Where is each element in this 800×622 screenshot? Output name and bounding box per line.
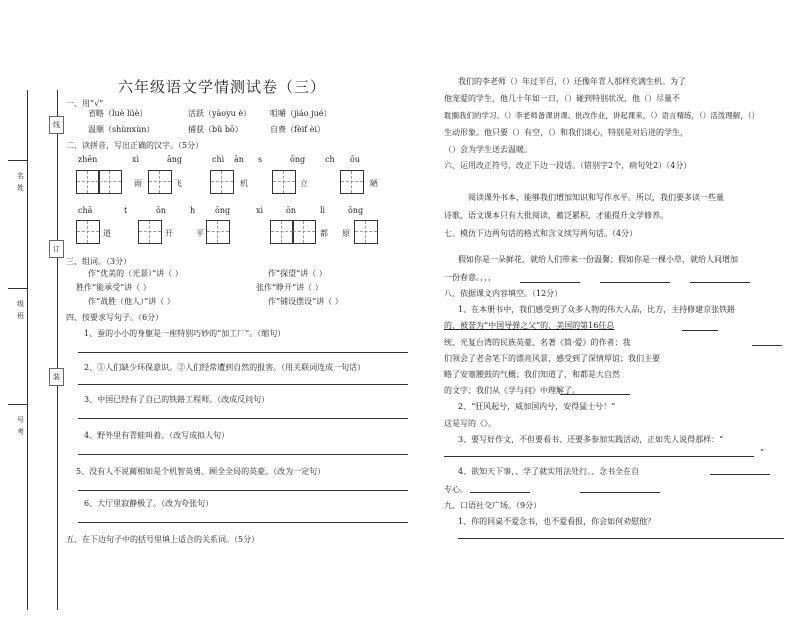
q8-text: ”: [760, 448, 765, 457]
answer-line[interactable]: [458, 538, 784, 539]
q8-text: 专心。: [444, 485, 468, 494]
q1-item: 温顺（shùnxùn）: [88, 125, 155, 134]
answer-line[interactable]: [690, 282, 750, 283]
margin-label-class: 级班: [17, 296, 26, 324]
char-box[interactable]: [76, 220, 100, 244]
margin-tick: [8, 404, 27, 405]
q9-heading: 九、口语社交广场。（9分）: [444, 501, 542, 510]
right-p1-line: 我们的李老师（）年过半百，（）还像年青人那样充满生机。为了: [458, 77, 686, 86]
pinyin: ōng: [215, 206, 231, 215]
q8-text: 统、光复台湾的民族英豪、名著《简·爱》的作者：我: [444, 338, 631, 347]
q7-text: 假如你是一朵鲜花，就给人们带来一份温馨；假如你是一棵小草，就给人间增加: [458, 255, 738, 264]
q7-text: 一份春意。，，，: [444, 273, 496, 282]
q3-line: 张作“睁开”讲（ ）: [256, 283, 323, 292]
margin-tick: [8, 160, 27, 161]
pinyin: xì: [132, 155, 140, 164]
pinyin: ōng: [348, 206, 364, 215]
q5-heading: 五、在下边句子中的括号里填上适合的关系词。（5分）: [66, 535, 260, 544]
q8-text: 2、“狂风起兮，威加国内兮，安得猛士兮！”: [458, 402, 616, 411]
char-box[interactable]: [138, 220, 162, 244]
answer-line[interactable]: [78, 418, 408, 419]
given-char: 都: [320, 229, 328, 238]
char-box[interactable]: [98, 170, 122, 194]
answer-line[interactable]: [560, 394, 630, 395]
given-char: 道: [103, 229, 111, 238]
given-char: 陋: [370, 179, 378, 188]
answer-line[interactable]: [444, 456, 754, 457]
q1-item: 捕获（bǔ bō）: [188, 125, 243, 134]
pinyin: ōu: [350, 155, 360, 164]
q4-item: 2、①人们缺少环保意识。②人们经常遭到自然的报害。（用关联词连成一句话）: [84, 363, 366, 372]
q4-item: 6、大厅里寂静极了。（改为夸张句）: [84, 499, 214, 508]
q4-heading: 四、按要求写句子。（6分）: [66, 313, 164, 322]
pinyin: s: [258, 155, 263, 164]
char-box[interactable]: [206, 220, 230, 244]
q1-item: 自费（fèif èi）: [270, 125, 326, 134]
given-char: 立: [300, 179, 308, 188]
given-char: 飞: [174, 179, 182, 188]
q3-line: 作“探望”讲（ ）: [268, 269, 327, 278]
pinyin: ōn: [156, 206, 166, 215]
page-title: 六年级语文学情测试卷（三）: [118, 78, 327, 96]
q4-item: 3、中国已经有了自己的铁路工程师。（改成反问句）: [84, 395, 270, 404]
answer-line[interactable]: [470, 492, 530, 493]
q8-text: 4、欲知天下事，、学了就实用法处行。、念书全在自: [458, 467, 640, 476]
q8-text: 这是写的《》。: [444, 419, 496, 428]
answer-line[interactable]: [78, 522, 408, 523]
q8-text: 们领会了老舍笔下的漂亮风景，感受到了深情厚谊；我们主要: [444, 354, 660, 363]
q8-text: 3、要写好作文，不但要看书、还要多参加实践活动，正如先人说得那样：“: [458, 435, 724, 444]
char-box[interactable]: [340, 170, 364, 194]
pinyin: zhēn: [78, 155, 98, 164]
pinyin: h: [190, 206, 196, 215]
q3-heading: 三、组词。（3分）: [66, 257, 132, 266]
q7-heading: 七、模仿下边两句话的格式和含义续写两句话。（4分）: [444, 229, 638, 238]
q6-text: 诗歌、语文课本只有大批阅读，蓄泛累积，才能提升文学修养。: [444, 211, 668, 220]
answer-line[interactable]: [580, 492, 660, 493]
pinyin: chā: [78, 206, 93, 215]
q8-text: 1、在本册书中，我们感受到了众多人物的伟大人品，比方，主持修建京张铁路: [458, 305, 736, 314]
answer-line[interactable]: [752, 345, 782, 346]
q2-heading: 二、读拼音，写出正确的汉字。（5分）: [66, 141, 204, 150]
margin-label-zhuang: 装: [49, 368, 64, 386]
binding-line-inner: [57, 90, 58, 610]
q4-item: 5、没有人不说蔺相如是个机智英勇、顾全全局的英豪。（改为一定句）: [76, 467, 326, 476]
q3-line: 作“铺设摆设”讲（ ）: [268, 297, 343, 306]
q4-item: 1、蚕的小小的身躯是一座特别巧妙的“加工厂”。（缩句）: [84, 329, 286, 338]
margin-label-xian: 线: [49, 116, 64, 134]
margin-label-exam-no: 号考: [17, 412, 26, 440]
given-char: 平: [196, 229, 204, 238]
pinyin: ch: [325, 155, 335, 164]
right-p1-line: 生动形象。他只要（）有空，（）和我们谈心，特别是对后进的学生，: [444, 128, 688, 137]
margin-label-ding: 订: [49, 240, 64, 258]
char-box[interactable]: [292, 220, 316, 244]
char-box[interactable]: [272, 170, 296, 194]
right-p1-line: （）会为学生送去温暖。: [444, 145, 532, 154]
binding-line-outer: [27, 90, 28, 610]
given-char: 开: [165, 229, 173, 238]
pinyin: xì: [256, 206, 264, 215]
q8-text: 的，被誉为“中国导弹之父”的、美国的第16任总: [444, 321, 615, 330]
answer-line[interactable]: [710, 474, 770, 475]
right-p1-line: 耽搁我们的学习。（）李老师备课讲课、批改作业，讲起课来，（）语言精练，（）活泼理解，（）: [444, 111, 759, 120]
q1-item: 活跃（yàoyu è）: [188, 109, 252, 118]
q1-item: 咀嚼（jiáo jué）: [270, 109, 332, 118]
char-box[interactable]: [210, 170, 234, 194]
char-box[interactable]: [76, 170, 100, 194]
q3-line: 作“优美的（光景）”讲（ ）: [88, 269, 183, 278]
char-box[interactable]: [354, 220, 378, 244]
right-p1-line: 他宠爱的学生，他几十年如一日，（）碰到特别状况，他（）尽量不: [444, 94, 680, 103]
answer-line[interactable]: [78, 490, 408, 491]
answer-line[interactable]: [682, 330, 718, 331]
pinyin: t: [124, 206, 128, 215]
given-char: 机: [240, 179, 248, 188]
pinyin: lì: [320, 206, 326, 215]
pinyin: āng: [167, 155, 183, 164]
given-char: 原: [342, 229, 350, 238]
q8-text: 的文字；我们从《学与问》中理解了。: [444, 386, 580, 395]
q4-item: 4、野外里有青蛙叫着。（改写成拟人句）: [84, 431, 230, 440]
answer-line[interactable]: [78, 454, 408, 455]
char-box[interactable]: [148, 170, 172, 194]
pinyin: ōn: [286, 206, 296, 215]
margin-tick: [8, 288, 27, 289]
q8-heading: 八、依据课文内容填空。（12分）: [444, 289, 563, 298]
answer-line[interactable]: [78, 384, 408, 385]
q3-line: 胜作“能承受”讲（ ）: [76, 283, 151, 292]
pinyin: ān: [234, 155, 244, 164]
pinyin: chì: [212, 155, 225, 164]
margin-label-name: 名姓: [17, 168, 26, 196]
answer-line[interactable]: [520, 282, 580, 283]
answer-line[interactable]: [600, 282, 670, 283]
q1-heading: 一、用“√”: [66, 99, 104, 108]
char-box[interactable]: [270, 220, 294, 244]
pinyin: ōng: [290, 155, 306, 164]
q1-item: 省略（luè lüè）: [88, 109, 148, 118]
q3-line: 作“战胜（他人）”讲（ ）: [88, 297, 175, 306]
q6-heading: 六、运用改正符号，改正下边一段话。（错别字2个，病句处2）（4分）: [444, 161, 692, 170]
answer-line[interactable]: [78, 352, 408, 353]
q8-text: 略了安塞腰鼓的气概；我们知道了，和都是大自然: [444, 370, 620, 379]
given-char: 雨: [134, 179, 142, 188]
q6-text: 阅读课外书本，能够我们增加知识和写作水平。所以，我们要多读一些量: [468, 193, 724, 202]
q9-text: 1、你的同桌不爱念书，也不爱看报，你会如何劝慰他？: [458, 517, 656, 526]
